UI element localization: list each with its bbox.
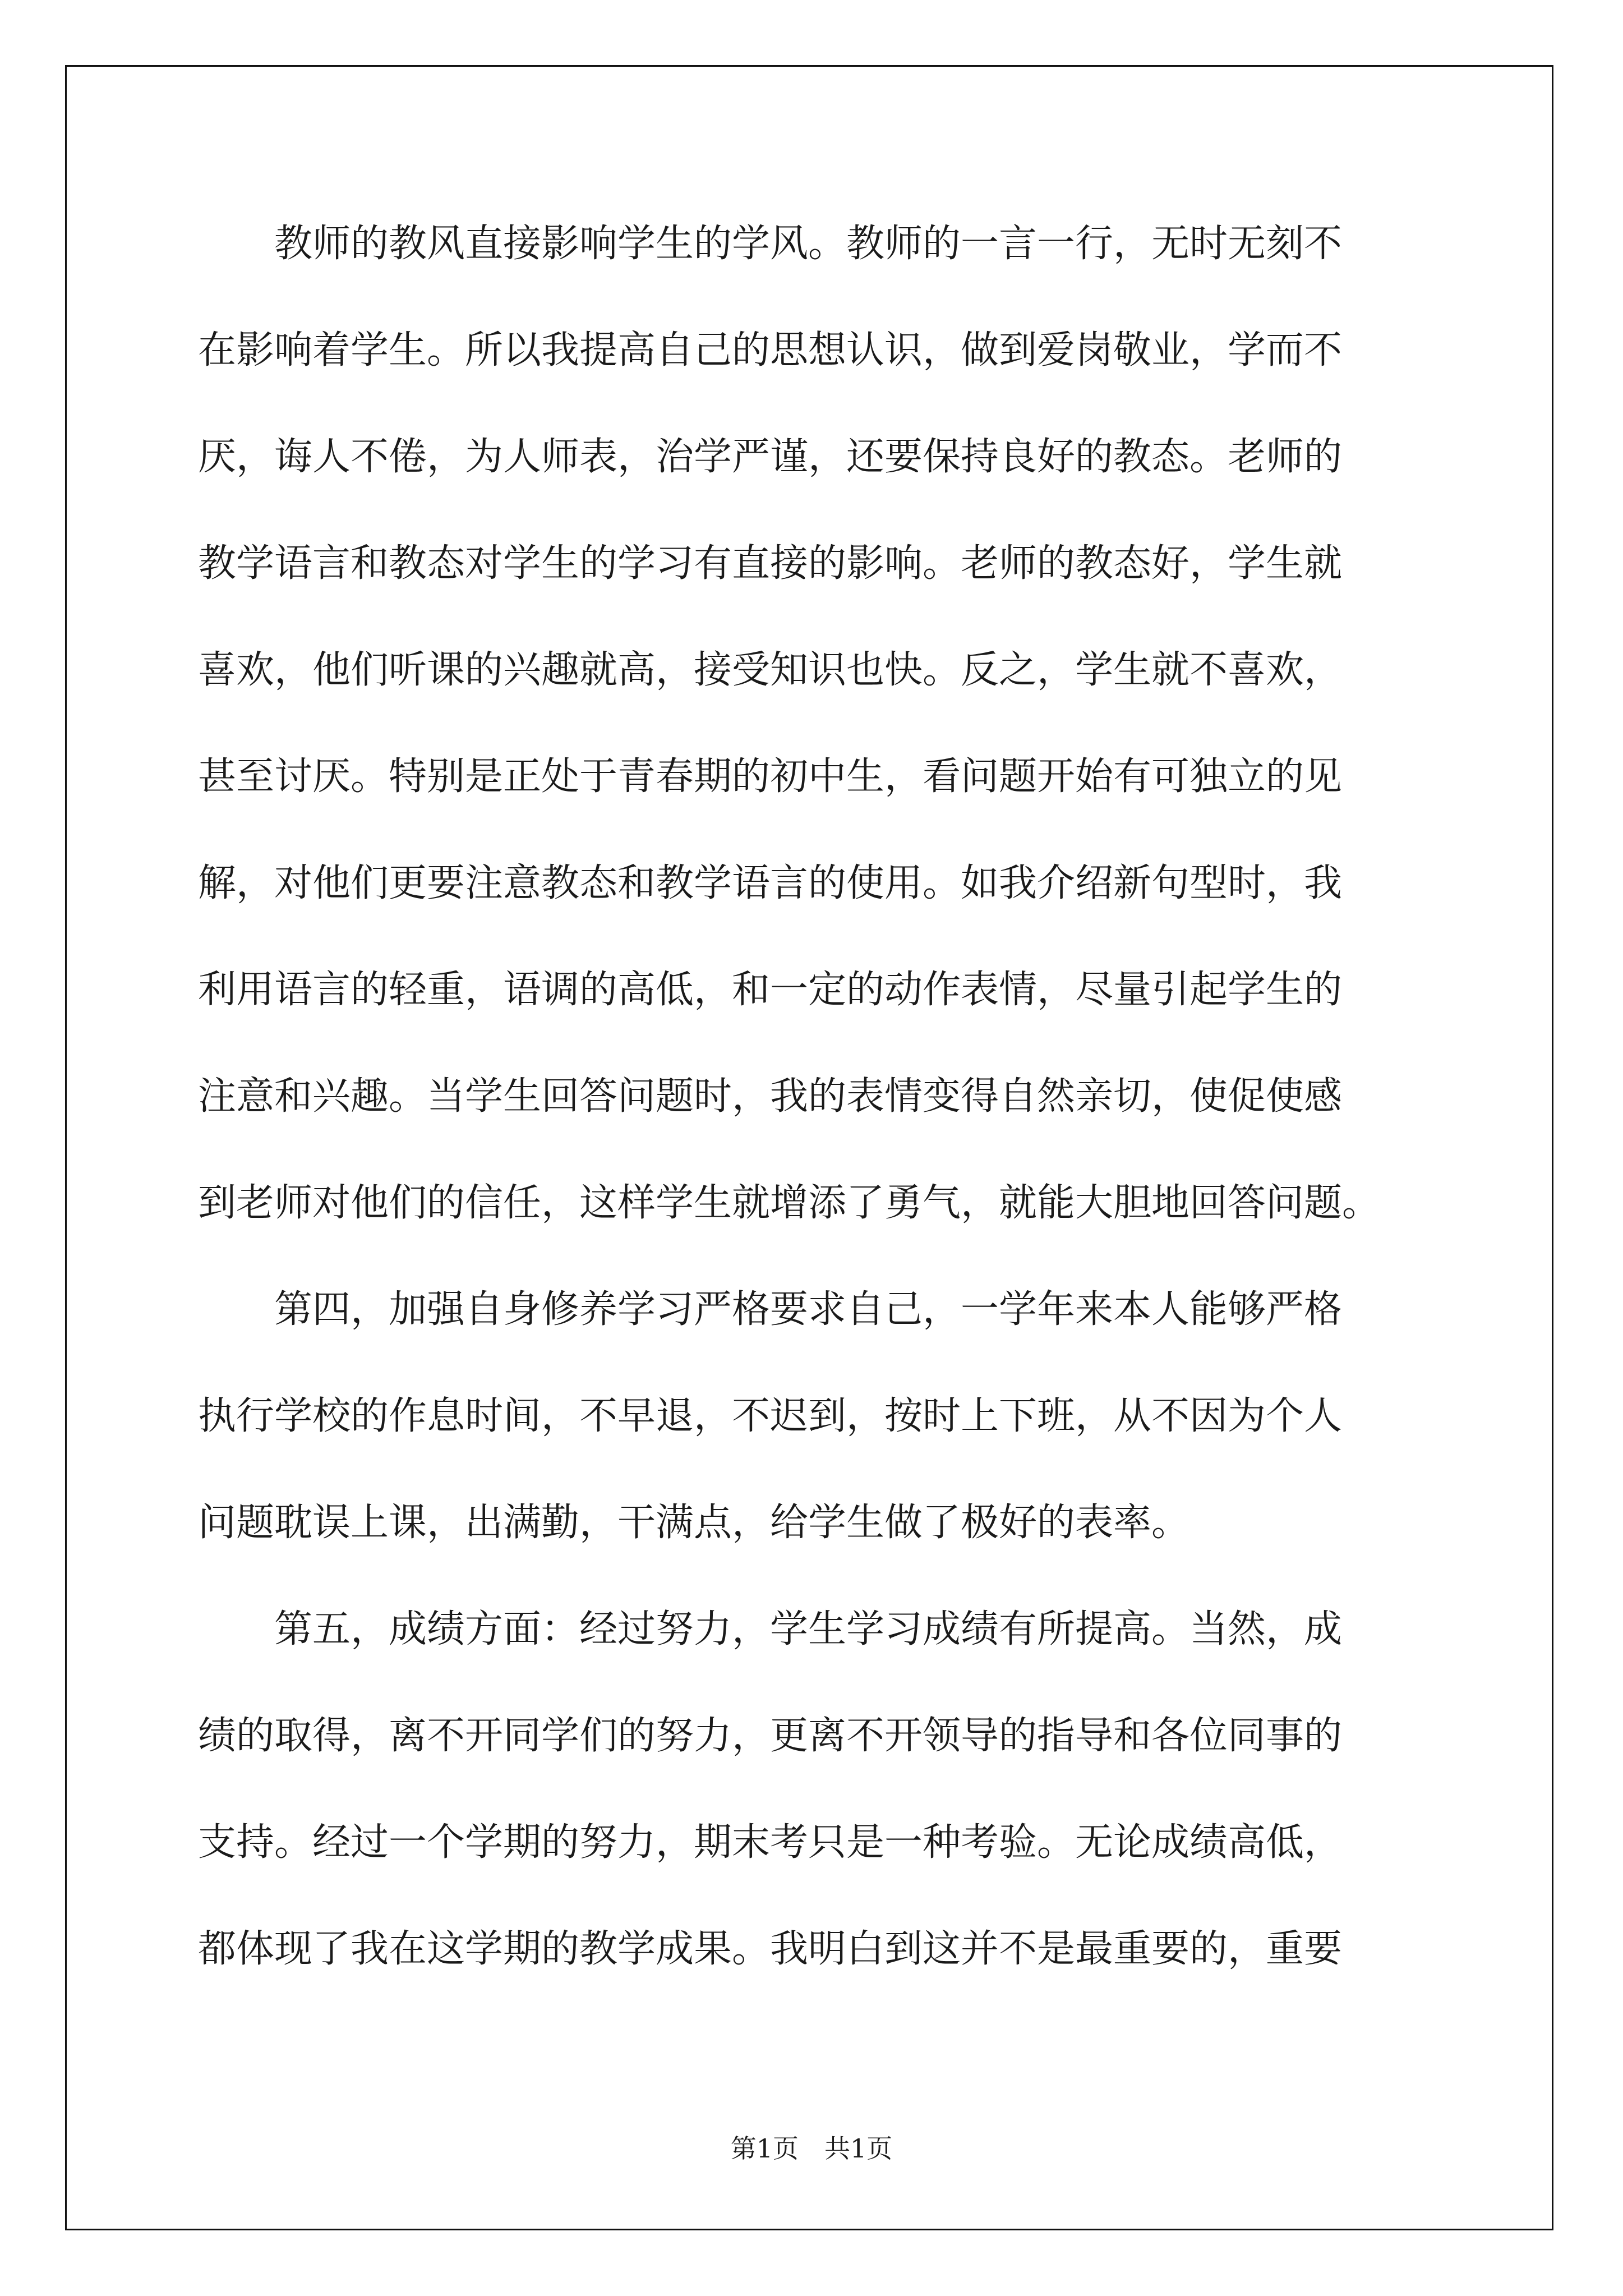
text-line: 甚至讨厌。特别是正处于青春期的初中生，看问题开始有可独立的见 [198, 754, 1343, 799]
text-line: 绩的取得，离不开同学们的努力，更离不开领导的指导和各位同事的 [198, 1714, 1343, 1758]
text-line: 利用语言的轻重，语调的高低，和一定的动作表情，尽量引起学生的 [198, 968, 1343, 1012]
text-line: 厌，诲人不倦，为人师表，治学严谨，还要保持良好的教态。老师的 [198, 435, 1343, 479]
text-line: 注意和兴趣。当学生回答问题时，我的表情变得自然亲切，使促使感 [198, 1074, 1343, 1119]
text-line: 问题耽误上课，出满勤，干满点，给学生做了极好的表率。 [198, 1501, 1190, 1545]
text-line: 到老师对他们的信任，这样学生就增添了勇气，就能大胆地回答问题。 [198, 1181, 1381, 1225]
text-line: 第四，加强自身修养学习严格要求自己，一学年来本人能够严格 [198, 1287, 1343, 1332]
text-line: 在影响着学生。所以我提高自己的思想认识，做到爱岗敬业，学而不 [198, 328, 1343, 372]
page-number-footer: 第1页 共1页 [730, 2133, 893, 2164]
text-line: 执行学校的作息时间，不早退，不迟到，按时上下班，从不因为个人 [198, 1394, 1343, 1438]
text-line: 第五，成绩方面：经过努力，学生学习成绩有所提高。当然，成 [198, 1607, 1343, 1651]
text-line: 教师的教风直接影响学生的学风。教师的一言一行，无时无刻不 [198, 222, 1343, 266]
text-line: 教学语言和教态对学生的学习有直接的影响。老师的教态好，学生就 [198, 541, 1343, 586]
text-line: 都体现了我在这学期的教学成果。我明白到这并不是最重要的，重要 [198, 1927, 1343, 1971]
text-line: 支持。经过一个学期的努力，期末考只是一种考验。无论成绩高低， [198, 1820, 1343, 1865]
text-line: 喜欢，他们听课的兴趣就高，接受知识也快。反之，学生就不喜欢， [198, 648, 1343, 692]
page-border [65, 65, 1553, 2230]
text-line: 解，对他们更要注意教态和教学语言的使用。如我介绍新句型时，我 [198, 861, 1343, 905]
